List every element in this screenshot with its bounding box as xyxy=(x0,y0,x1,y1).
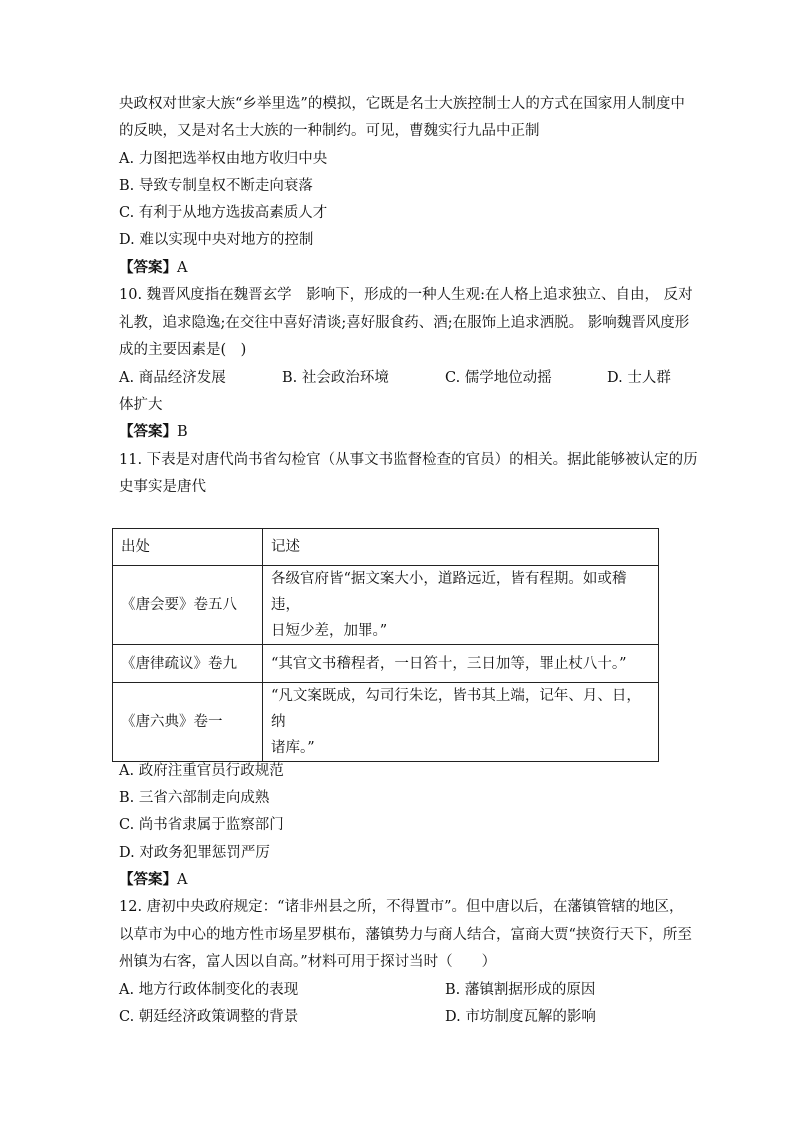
q11-option-c: C. 尚书省隶属于监察部门 xyxy=(119,817,284,833)
record-line: “凡文案既成，勾司行朱讫，皆书其上端，记年、月、日，纳 xyxy=(271,688,641,730)
record-line: 诸库。” xyxy=(271,740,315,756)
q12-text-line-3: 州镇为右客，富人因以自高。”材料可用于探讨当时（ ） xyxy=(119,954,497,970)
table-header-source: 出处 xyxy=(113,529,263,566)
answer-label: 【答案】 xyxy=(119,259,177,276)
table-row xyxy=(113,566,659,645)
q10-text-line-1: 10. 魏晋风度指在魏晋玄学 影响下，形成的一种人生观:在人格上追求独立、自由， 反对 xyxy=(119,287,693,303)
q12-option-a: A. 地方行政体制变化的表现 xyxy=(119,982,299,998)
q12-option-d: D. 市坊制度瓦解的影响 xyxy=(445,1009,596,1025)
answer-value: A xyxy=(177,260,188,276)
q11-option-a: A. 政府注重官员行政规范 xyxy=(119,763,284,779)
answer-label: 【答案】 xyxy=(119,423,177,440)
q10-option-c: C. 儒学地位动摇 xyxy=(445,370,552,386)
table-row xyxy=(113,683,659,762)
q9-text-line-1: 央政权对世家大族“乡举里选”的模拟，它既是名士大族控制士人的方式在国家用人制度中 xyxy=(119,96,685,112)
table-header-row xyxy=(113,529,659,566)
q11-text-line-1: 11. 下表是对唐代尚书省勾检官（从事文书监督检查的官员）的相关。据此能够被认定的历 xyxy=(119,452,698,468)
record-line: 各级官府皆“据文案大小，道路远近，皆有程期。如或稽违， xyxy=(271,571,627,613)
q10-option-b: B. 社会政治环境 xyxy=(282,370,389,386)
q11-text-line-2: 史事实是唐代 xyxy=(119,479,206,495)
q11-option-d: D. 对政务犯罪惩罚严厉 xyxy=(119,845,270,861)
record-line: 日短少差，加罪。” xyxy=(271,623,388,639)
table-cell-source: 《唐六典》卷一 xyxy=(113,683,263,762)
q12-option-c: C. 朝廷经济政策调整的背景 xyxy=(119,1009,299,1025)
table-cell-record xyxy=(263,645,659,683)
q10-answer xyxy=(119,422,188,442)
q10-option-d-continued: 体扩大 xyxy=(119,397,163,413)
q9-answer xyxy=(119,258,187,278)
q10-option-a: A. 商品经济发展 xyxy=(119,370,226,386)
table-cell-record xyxy=(263,566,659,645)
source-table xyxy=(112,528,659,762)
q9-option-c: C. 有利于从地方选拔高素质人才 xyxy=(119,205,328,221)
answer-value: B xyxy=(177,424,188,440)
table-header-record: 记述 xyxy=(263,529,659,566)
q9-option-a: A. 力图把选举权由地方收归中央 xyxy=(119,151,328,167)
q10-text-line-3: 成的主要因素是( ) xyxy=(119,342,247,358)
table-row xyxy=(113,645,659,683)
answer-value: A xyxy=(177,872,188,888)
q11-option-b: B. 三省六部制走向成熟 xyxy=(119,790,270,806)
q9-option-d: D. 难以实现中央对地方的控制 xyxy=(119,232,314,248)
table-cell-record xyxy=(263,683,659,762)
q9-text-line-2: 的反映，又是对名士大族的一种制约。可见，曹魏实行九品中正制 xyxy=(119,123,540,139)
q10-option-d: D. 士人群 xyxy=(607,370,671,386)
q12-option-b: B. 藩镇割据形成的原因 xyxy=(445,982,596,998)
q12-text-line-1: 12. 唐初中央政府规定：“诸非州县之所，不得置市”。但中唐以后，在藩镇管辖的地区， xyxy=(119,899,684,915)
table-cell-source: 《唐律疏议》卷九 xyxy=(113,645,263,683)
q10-text-line-2: 礼教，追求隐逸;在交往中喜好清谈;喜好服食药、酒;在服饰上追求洒脱。 影响魏晋风度形 xyxy=(119,315,690,331)
q11-answer xyxy=(119,870,187,890)
q9-option-b: B. 导致专制皇权不断走向衰落 xyxy=(119,178,313,194)
table-cell-source: 《唐会要》卷五八 xyxy=(113,566,263,645)
q12-text-line-2: 以草市为中心的地方性市场星罗棋布，藩镇势力与商人结合，富商大贾“挟资行天下，所至 xyxy=(119,927,692,943)
record-line: “其官文书稽程者，一日笞十，三日加等，罪止杖八十。” xyxy=(271,655,627,672)
answer-label: 【答案】 xyxy=(119,871,177,888)
